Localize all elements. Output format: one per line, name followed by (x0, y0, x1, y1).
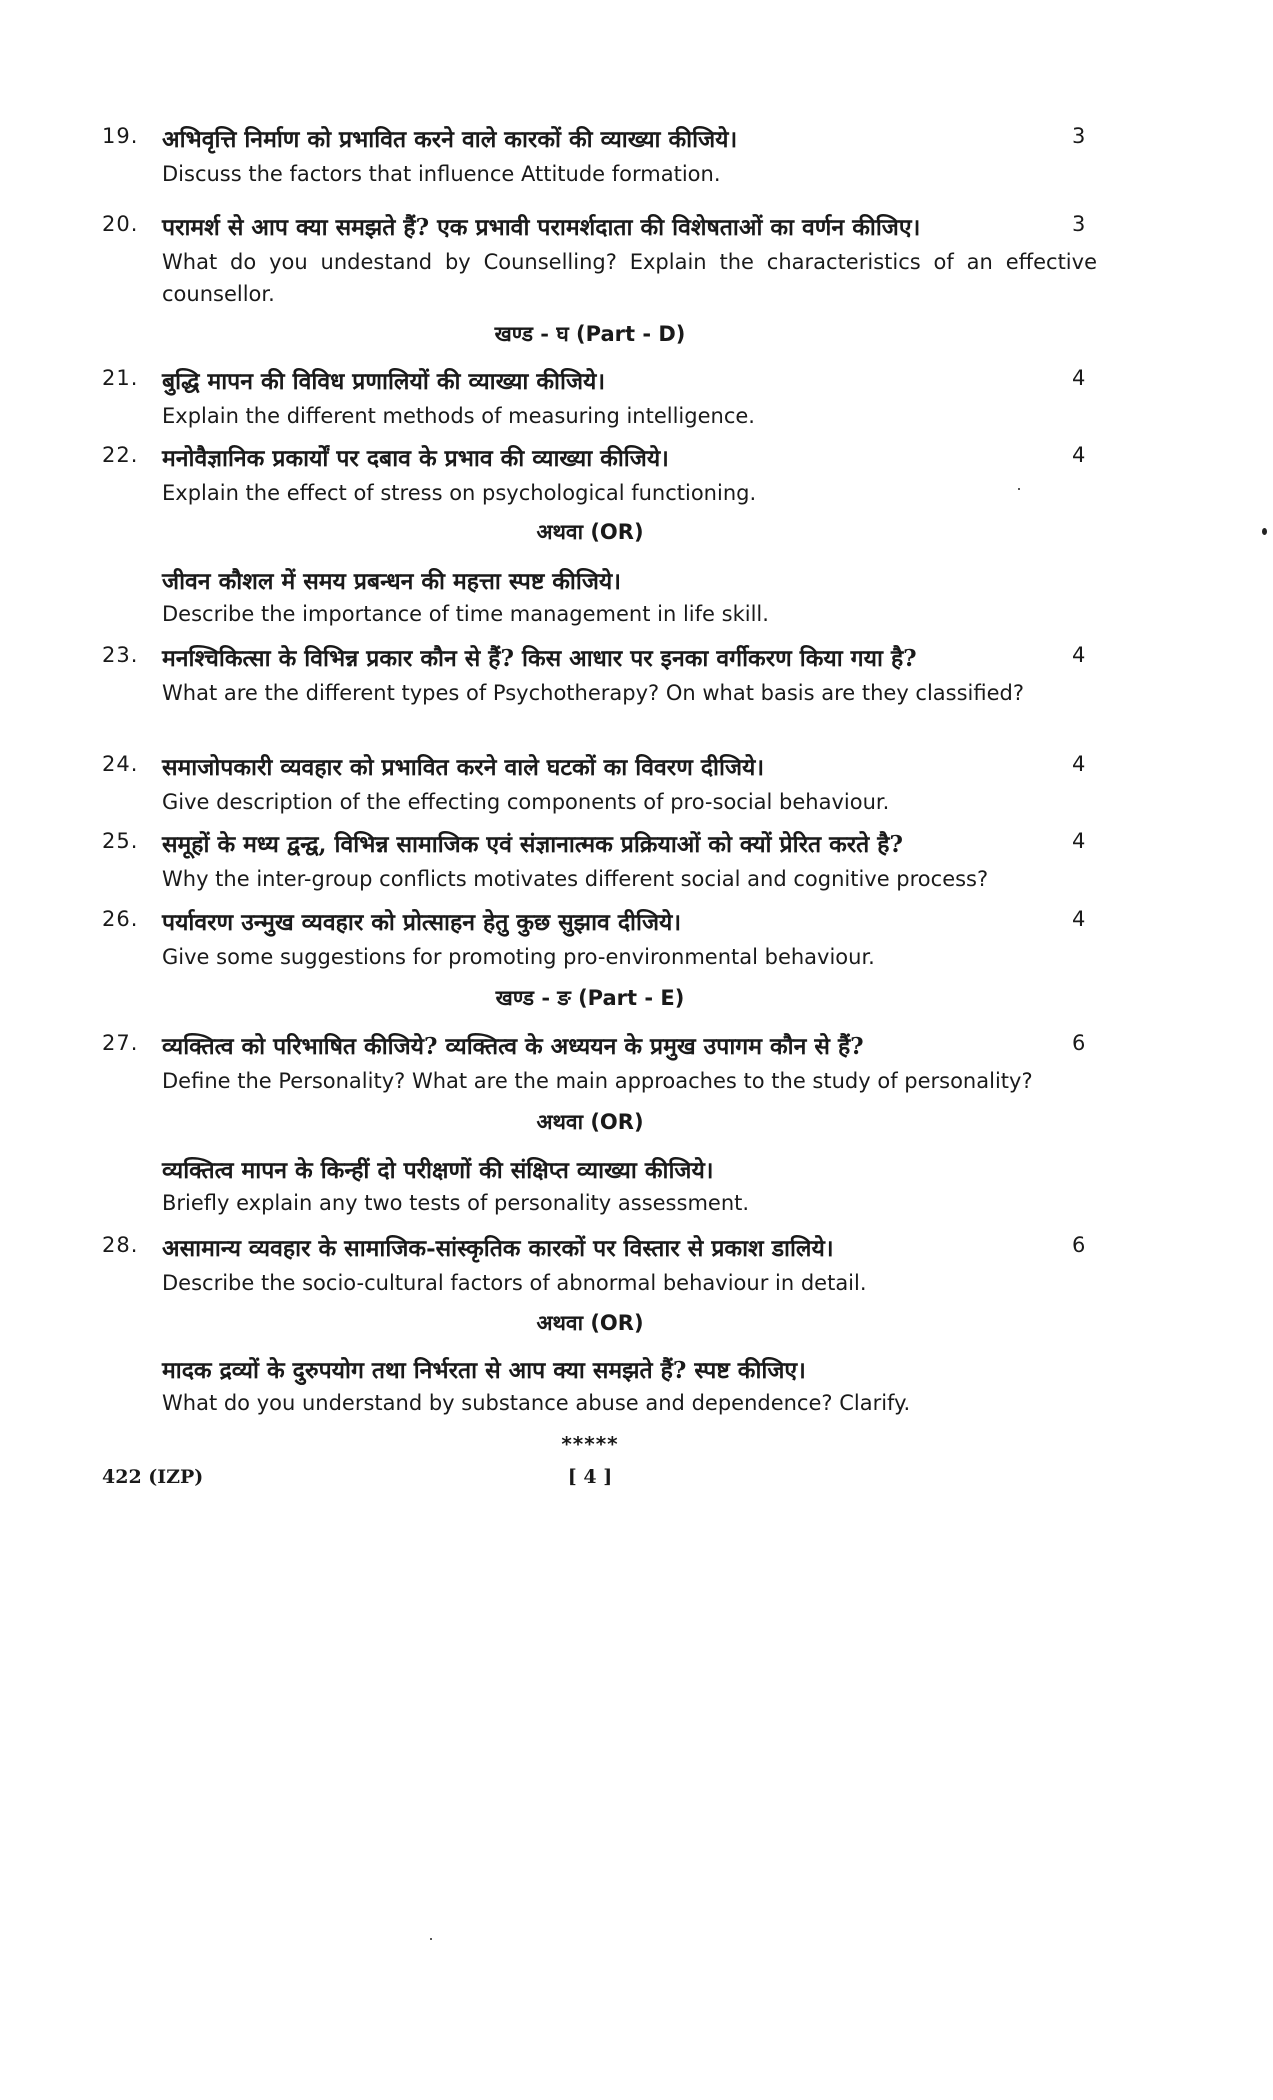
question-marks: 4 (1072, 907, 1086, 931)
question-text-hindi: अभिवृत्ति निर्माण को प्रभावित करने वाले कारकों की व्याख्या कीजिये। (162, 126, 738, 153)
question-text-english: Why the inter-group conflicts motivates different social and cognitive process? (162, 867, 989, 891)
question-text-hindi: व्यक्तित्व को परिभाषित कीजिये? व्यक्तित्व के अध्ययन के प्रमुख उपागम कौन से हैं? (162, 1033, 864, 1060)
question-number: 21. (102, 366, 139, 390)
section-heading-english: (Part - D) (576, 322, 686, 346)
question-text-english: Define the Personality? What are the main approaches to the study of personality? (162, 1069, 1033, 1093)
question-number: 19. (102, 124, 139, 148)
question-text-hindi: परामर्श से आप क्या समझते हैं? एक प्रभावी परामर्शदाता की विशेषताओं का वर्णन कीजिए। (162, 214, 921, 241)
question-number: 25. (102, 829, 139, 853)
page-number: [ 4 ] (567, 1466, 613, 1488)
question-text-english: Give some suggestions for promoting pro-environmental behaviour. (162, 945, 875, 969)
question-marks: 6 (1072, 1233, 1086, 1257)
question-number: 28. (102, 1233, 139, 1257)
question-text-english: Give description of the effecting components of pro-social behaviour. (162, 790, 890, 814)
or-label-english: (OR) (590, 1110, 644, 1134)
or-alternative-22 (162, 564, 1102, 630)
question-text-english: Discuss the factors that influence Attitude formation. (162, 162, 721, 186)
section-heading-english: (Part - E) (578, 986, 685, 1010)
scan-speck (1262, 528, 1267, 535)
question-text-hindi: समाजोपकारी व्यवहार को प्रभावित करने वाले घटकों का विवरण दीजिये। (162, 754, 765, 781)
question-text-hindi: बुद्धि मापन की विविध प्रणालियों की व्याख्या कीजिये। (162, 368, 606, 395)
or-divider (0, 518, 1180, 546)
question-text-english: Explain the effect of stress on psychological functioning. (162, 481, 757, 505)
question-text-hindi: मनश्चिकित्सा के विभिन्न प्रकार कौन से हैं? किस आधार पर इनका वर्गीकरण किया गया है? (162, 645, 917, 672)
question-text-english: Describe the socio-cultural factors of abnormal behaviour in detail. (162, 1271, 867, 1295)
or-alternative-english: Describe the importance of time management in life skill. (162, 602, 769, 626)
or-alternative-english: What do you understand by substance abuse and dependence? Clarify. (162, 1391, 911, 1415)
or-label-english: (OR) (590, 1311, 644, 1335)
question-text-hindi: समूहों के मध्य द्वन्द्व, विभिन्न सामाजिक एवं संज्ञानात्मक प्रक्रियाओं को क्यों प्रेरित करते है? (162, 831, 903, 858)
question-marks: 4 (1072, 752, 1086, 776)
section-heading-hindi: खण्ड - ङ (495, 985, 571, 1010)
or-alternative-english: Briefly explain any two tests of personality assessment. (162, 1191, 750, 1215)
or-alternative-hindi: मादक द्रव्यों के दुरुपयोग तथा निर्भरता से आप क्या समझते हैं? स्पष्ट कीजिए। (162, 1357, 806, 1384)
or-divider (0, 1309, 1180, 1337)
question-number: 22. (102, 443, 139, 467)
question-text-hindi: पर्यावरण उन्मुख व्यवहार को प्रोत्साहन हेतु कुछ सुझाव दीजिये। (162, 909, 682, 936)
or-label-english: (OR) (590, 520, 644, 544)
scan-speck (430, 1938, 432, 1940)
or-alternative-hindi: व्यक्तित्व मापन के किन्हीं दो परीक्षणों की संक्षिप्त व्याख्या कीजिये। (162, 1157, 714, 1184)
question-number: 26. (102, 907, 139, 931)
or-label-hindi: अथवा (536, 519, 584, 544)
question-number: 27. (102, 1031, 139, 1055)
or-divider (0, 1108, 1180, 1136)
section-heading-part-d (0, 320, 1180, 348)
or-label-hindi: अथवा (536, 1109, 584, 1134)
question-marks: 3 (1072, 124, 1086, 148)
paper-code: 422 (IZP) (102, 1466, 204, 1488)
scan-speck (1018, 488, 1020, 490)
end-of-paper-stars: ***** (561, 1432, 619, 1456)
question-marks: 3 (1072, 212, 1086, 236)
question-number: 20. (102, 212, 139, 236)
question-text-hindi: मनोवैज्ञानिक प्रकार्यों पर दबाव के प्रभाव की व्याख्या कीजिये। (162, 445, 669, 472)
section-heading-part-e (0, 984, 1180, 1012)
question-text-english: What are the different types of Psychotherapy? On what basis are they classified? (162, 681, 1025, 705)
or-alternative-hindi: जीवन कौशल में समय प्रबन्धन की महत्ता स्पष्ट कीजिये। (162, 568, 621, 595)
question-marks: 4 (1072, 443, 1086, 467)
or-label-hindi: अथवा (536, 1310, 584, 1335)
or-alternative-28 (162, 1353, 1102, 1419)
question-number: 24. (102, 752, 139, 776)
question-text-hindi: असामान्य व्यवहार के सामाजिक-सांस्कृतिक कारकों पर विस्तार से प्रकाश डालिये। (162, 1235, 834, 1262)
or-alternative-27 (162, 1153, 1102, 1219)
question-marks: 4 (1072, 643, 1086, 667)
question-number: 23. (102, 643, 139, 667)
question-marks: 6 (1072, 1031, 1086, 1055)
question-text-english: What do you undestand by Counselling? Explain the characteristics of an effective counsellor. (162, 250, 1097, 306)
question-marks: 4 (1072, 829, 1086, 853)
question-marks: 4 (1072, 366, 1086, 390)
question-text-english: Explain the different methods of measuring intelligence. (162, 404, 755, 428)
section-heading-hindi: खण्ड - घ (494, 321, 569, 346)
